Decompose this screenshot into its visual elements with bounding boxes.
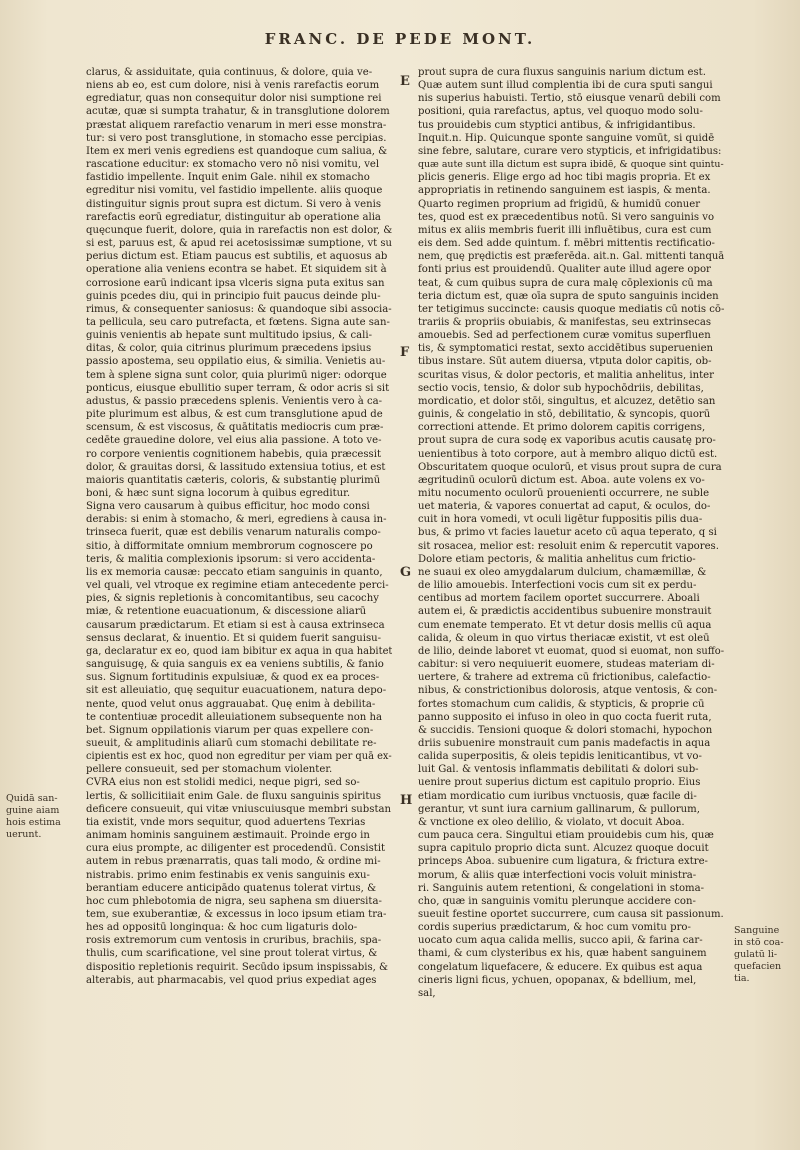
text-line: nibus, & constrictionibus dolorosis, atque ventosis, & con- — [418, 685, 718, 697]
text-line: rosis extremorum cum ventosis in cruribus, brachiis, spa- — [86, 935, 382, 947]
text-line: & succidis. Tensioni quoque & dolori stomachi, hypochon — [418, 724, 713, 736]
text-line: cum pauca cera. Singultui etiam prouidebis cum his, quæ — [418, 830, 714, 842]
right-column-text — [418, 66, 724, 1000]
text-line: hes ad oppositū longinqua: & hoc cum ligaturis dolo- — [86, 922, 358, 934]
text-line: appropriatis in retinendo sanguinem est iaspis, & menta. — [418, 185, 711, 197]
margin-note-line: gulatū li- — [734, 949, 778, 960]
text-line: berantiam educere anticipādo quatenus tolerat virtus, & — [86, 882, 377, 894]
text-line: sine febre, salutare, curare vero stypticis, et infrigidatibus: — [418, 145, 722, 157]
text-line: sensus declarat, & inuentio. Et si quidem fuerit sanguisu- — [86, 632, 382, 644]
text-line: teris, & malitia complexionis ipsorum: si vero accidenta- — [86, 553, 376, 565]
text-line: vel quali, vel vtroque ex regimine etiam antecedente perci- — [86, 580, 389, 592]
text-line: ægritudinū oculorū dictum est. Aboa. aute volens ex vo- — [418, 474, 705, 486]
margin-note-line: Quidā san- — [6, 793, 58, 804]
text-line: Quæ autem sunt illud complentia ibi de cura sputi sangui — [418, 80, 713, 92]
text-line: miæ, & retentione euacuationum, & discessione aliarū — [86, 606, 367, 618]
text-line: bet. Signum oppilationis viarum per quas expellere con- — [86, 724, 374, 736]
margin-note-line: tia. — [734, 973, 750, 984]
text-line: mordicatio, et dolor stōi, singultus, et alcuzez, detētio san — [418, 395, 716, 407]
text-line: mitu nocumento oculorū prouenienti occurrere, ne suble — [418, 488, 710, 499]
text-line: trinseca fuerit, quæ est debilis venarum naturalis compo- — [86, 527, 381, 539]
text-line: Obscuritatem quoque oculorū, et visus prout supra de cura — [418, 461, 722, 473]
text-line: cineris ligni ficus, ychuen, opopanax, & bdellium, mel, — [418, 974, 697, 986]
text-line: dispositio repletionis requirit. Secūdo ipsum inspissabis, & — [86, 961, 389, 973]
text-line: amouebis. Sed ad perfectionem curæ vomitus superfluen — [418, 330, 711, 342]
text-line: congelatum liquefacere, & educere. Ex quibus est aqua — [418, 961, 703, 973]
text-line: positioni, quia rarefactus, aptus, vel quoquo modo solu- — [418, 106, 703, 118]
text-line: ga, declaratur ex eo, quod iam bibitur ex aqua in qua habitet — [86, 645, 392, 657]
text-line: scuritas visus, & dolor pectoris, et malitia anhelitus, inter — [418, 369, 714, 381]
text-line: egrediatur, quas non consequitur dolor nisi sumptione rei — [86, 93, 382, 105]
text-line: teria dictum est, quæ oīa supra de sputo sanguinis inciden — [418, 290, 719, 302]
text-line: uet materia, & vapores conuertat ad caput, & oculos, do- — [418, 501, 711, 513]
text-line: supra capitulo proprio dicta sunt. Alcuzez quoque docuit — [418, 843, 709, 855]
text-line: uocato cum aqua calida mellis, succo apii, & farina car- — [418, 935, 703, 947]
text-line: ditas, & color, quia citrinus plurimum præcedens ipsius — [86, 343, 372, 355]
text-line: prout supra de cura fluxus sanguinis narium dictum est. — [418, 67, 706, 78]
text-line: morum, & aliis quæ interfectioni vocis voluit ministra- — [418, 869, 697, 881]
text-line: nente, quod velut onus aggrauabat. Quę enim à debilita- — [86, 698, 376, 710]
text-line: guinis venientis ab hepate sunt multitudo ipsius, & cali- — [86, 330, 373, 342]
text-line: deficere consueuit, qui vitæ vniuscuiusque membri substan — [86, 803, 392, 815]
text-line: correctioni attende. Et primo dolorem capitis corrigens, — [418, 422, 706, 434]
text-line: cura eius prompte, ac diligenter est procedendū. Consistit — [86, 843, 386, 855]
text-line: Signa vero causarum à quibus efficitur, hoc modo consi — [86, 501, 370, 513]
text-line: tes, quod est ex præcedentibus notū. Si vero sanguinis vo — [418, 211, 715, 223]
text-line: tis, & symptomatici restat, sexto accidētibus superuenien — [418, 343, 714, 355]
text-line: maioris quantitatis cæteris, coloris, & substantię plurimū — [86, 474, 381, 486]
text-line: panno supposito ei infuso in oleo in quo cocta fuerit ruta, — [418, 711, 712, 723]
text-line: de lilio, deinde laboret vt euomat, quod si euomat, non suffo- — [418, 645, 724, 657]
text-line: teat, & cum quibus supra de cura malę cōplexionis cū ma — [418, 277, 713, 289]
text-line: causarum prædictarum. Et etiam si est à causa extrinseca — [86, 619, 385, 631]
column-letter-e: E — [400, 74, 410, 89]
text-line: cabitur: si vero nequiuerit euomere, studeas materiam di- — [418, 659, 715, 671]
text-line: operatione alia veniens econtra se habet. Et siquidem sit à — [86, 264, 387, 276]
right-margin-note — [734, 925, 798, 985]
text-line: cordis superius prædictarum, & hoc cum vomitu pro- — [418, 922, 691, 934]
text-line: hoc cum phlebotomia de nigra, seu saphena sm diuersita- — [86, 895, 382, 907]
text-line: sitio, à difformitate omnium membrorum cognoscere po — [86, 540, 373, 552]
text-line: tibus instare. Sūt autem diuersa, vtputa dolor capitis, ob- — [418, 356, 712, 368]
left-column-text — [86, 66, 392, 987]
text-line: sal, — [418, 987, 436, 999]
text-line: tem à splene signa sunt color, quia plurimū niger: odorque — [86, 369, 387, 381]
text-line: & vnctione ex oleo delilio, & violato, vt docuit Aboa. — [418, 816, 685, 828]
text-line: CVRA eius non est stolidi medici, neque pigri, sed so- — [86, 777, 360, 789]
margin-note-line: in stō coa- — [734, 937, 784, 948]
text-line: passio apostema, seu oppilatio eius, & similia. Venietis au- — [86, 356, 386, 368]
text-line: clarus, & assiduitate, quia continuus, & dolore, quia ve- — [86, 67, 373, 78]
text-line: rimus, & consequenter saniosus: & quandoque sibi associa- — [86, 303, 392, 315]
text-line: ponticus, eiusque ebullitio super terram, & odor acris si sit — [86, 382, 390, 394]
text-line: sectio vocis, tensio, & dolor sub hypochōdriis, debilitas, — [418, 382, 704, 394]
text-line: ri. Sanguinis autem retentioni, & congelationi in stoma- — [418, 882, 705, 894]
text-line: thami, & cum clysteribus ex his, quæ habent sanguinem — [418, 948, 707, 960]
text-line: pies, & signis repletionis à concomitantibus, seu cacochy — [86, 593, 379, 605]
text-line: luit Gal. & ventosis inflammatis debilitati & dolori sub- — [418, 764, 699, 776]
margin-note-line: uerunt. — [6, 829, 42, 840]
text-line: tur: si vero post transglutione, in stomacho esse percipias. — [86, 132, 387, 144]
text-line: trariis & propriis obuiabis, & manifestas, seu extrinsecas — [418, 316, 712, 328]
text-line: Quarto regimen proprium ad frigidū, & humidū conuer — [418, 198, 701, 210]
text-line: ne suaui ex oleo amygdalarum dulcium, chamæmillæ, & — [418, 566, 707, 578]
text-line: mitus ex aliis membris fuerit illi influētibus, cura est cum — [418, 224, 712, 236]
text-line: sit est alleuiatio, quę sequitur euacuationem, natura depo- — [86, 685, 387, 697]
text-line: perius dictum est. Etiam paucus est subtilis, et aquosus ab — [86, 251, 388, 263]
text-line: etiam mordicatio cum iuribus vnctuosis, quæ facile di- — [418, 790, 697, 802]
text-line: uenire prout superius dictum est capitulo proprio. Eius — [418, 777, 701, 789]
column-letter-f: F — [400, 345, 410, 360]
text-line: nem, quę prędictis est præferēda. ait.n. Gal. mittenti tanquā — [418, 251, 724, 263]
text-line: boni, & hæc sunt signa locorum à quibus egreditur. — [86, 488, 351, 499]
text-line: guinis, & congelatio in stō, debilitatio, & syncopis, quorū — [418, 409, 711, 421]
text-line: cuit in hora vomedi, vt oculi ligētur fuppositis pilis dua- — [418, 514, 703, 526]
text-line: bus, & primo vt facies lauetur aceto cū aqua teperato, q si — [418, 527, 717, 539]
text-line: tem, sue exuberantiæ, & excessus in loco ipsum etiam tra- — [86, 909, 387, 920]
text-line: sueuit festine oportet succurrere, cum causa sit passionum. — [418, 909, 724, 920]
text-line: scensum, & est viscosus, & quātitatis mediocris cum præ- — [86, 422, 384, 434]
text-line: præstat aliquem rarefactio venarum in meri esse monstra- — [86, 119, 387, 131]
text-line: pite plurimum est albus, & est cum transglutione apud de — [86, 409, 383, 421]
margin-note-line: hois estima — [6, 817, 61, 828]
margin-note-line: Sanguine — [734, 925, 780, 936]
text-line: cum enemate temperato. Et vt detur dosis mellis cū aqua — [418, 619, 712, 631]
text-line: calida superpositis, & oleis tepidis leniticantibus, vt vo- — [418, 751, 702, 763]
column-letter-g: G — [400, 565, 412, 580]
text-line: egreditur nisi vomitu, vel fastidio impellente. aliis quoque — [86, 185, 383, 197]
text-line: sus. Signum fortitudinis expulsiuæ, & quod ex ea proces- — [86, 672, 380, 684]
text-line: fastidio impellente. Inquit enim Gale. nihil ex stomacho — [86, 172, 370, 184]
text-line: guinis pcedes diu, qui in principio fuit paucus deinde plu- — [86, 290, 381, 302]
text-line: Dolore etiam pectoris, & malitia anhelitus cum frictio- — [418, 553, 696, 565]
text-line: cho, quæ in sanguinis vomitu plerunque accidere con- — [418, 895, 696, 907]
text-line: niens ab eo, est cum dolore, nisi à venis rarefactis eorum — [86, 80, 380, 92]
text-line: distinguitur signis prout supra est dictum. Si vero à venis — [86, 198, 382, 210]
text-line: driis subuenire monstrauit cum panis madefactis in aqua — [418, 737, 711, 749]
text-line: prout supra de cura sodę ex vaporibus acutis causatę pro- — [418, 435, 716, 447]
text-line: ro corpore venientis cognitionem habebis, quia præcessit — [86, 448, 382, 460]
text-line: tia existit, vnde mors sequitur, quod aduertens Texrias — [86, 816, 366, 828]
text-line: dolor, & grauitas dorsi, & lassitudo extensiua totius, et est — [86, 461, 386, 473]
text-line: autem in rebus prænarratis, quas tali modo, & ordine mi- — [86, 856, 381, 868]
text-line: nis superius habuisti. Tertio, stō eiusque venarū debili com — [418, 93, 721, 105]
text-line: cipientis est ex hoc, quod non egreditur per viam per quā ex- — [86, 751, 392, 763]
text-line: ter tetigimus succincte: causis quoque mediatis cū notis cō- — [418, 303, 724, 315]
text-line: autem ei, & prædictis accidentibus subuenire monstrauit — [418, 606, 712, 618]
text-line: sueuit, & amplitudinis aliarū cum stomachi debilitate re- — [86, 737, 377, 749]
text-line: te contentiuæ procedit alleuiationem subsequente non ha — [86, 711, 383, 723]
text-line: tus prouidebis cum styptici antibus, & infrigidantibus. — [418, 119, 696, 131]
text-line: fortes stomachum cum calidis, & stypticis, & proprie cū — [418, 698, 705, 710]
text-line: centibus ad mortem facilem oportet succurrere. Aboali — [418, 593, 700, 605]
text-line: animam hominis sanguinem æstimauit. Proinde ergo in — [86, 830, 370, 842]
text-line: adustus, & passio præcedens splenis. Venientis vero à ca- — [86, 395, 383, 407]
margin-note-line: quefacien — [734, 961, 782, 972]
text-line: acutæ, quæ si sumpta trahatur, & in transglutione dolorem — [86, 106, 390, 118]
text-line: si est, paruus est, & apud rei acetosissimæ sumptione, vt su — [86, 238, 392, 250]
text-line: uertere, & trahere ad extrema cū frictionibus, calefactio- — [418, 672, 711, 684]
text-line: plicis generis. Elige ergo ad hoc tibi magis propria. Et ex — [418, 172, 711, 184]
text-line: derabis: si enim à stomacho, & meri, egrediens à causa in- — [86, 514, 387, 526]
text-line: de lilio amouebis. Interfectioni vocis cum sit ex perdu- — [418, 580, 697, 592]
text-line: lertis, & sollicitiiait enim Gale. de fluxu sanguinis spiritus — [86, 790, 382, 802]
text-line: thulis, cum scarificatione, vel sine prout tolerat virtus, & — [86, 948, 378, 960]
text-line: alterabis, aut pharmacabis, vel quod prius expediat ages — [86, 974, 377, 986]
text-line: rascatione educitur: ex stomacho vero nō nisi vomitu, vel — [86, 159, 380, 171]
left-margin-note — [6, 793, 82, 841]
text-line: sanguisugę, & quia sanguis ex ea veniens subtilis, & fanio — [86, 659, 384, 671]
running-head: FRANC. DE PEDE MONT. — [264, 30, 536, 48]
column-letter-h: H — [400, 793, 413, 808]
text-line: rarefactis eorū egrediatur, distinguitur ab operatione alia — [86, 211, 381, 223]
text-line: quęcunque fuerit, dolore, quia in rarefactis non est dolor, & — [86, 224, 392, 236]
text-line: fonti prius est prouidendū. Qualiter aute illud agere opor — [418, 264, 711, 276]
margin-note-line: guine aiam — [6, 805, 60, 816]
text-line: pellere consueuit, sed per stomachum violenter. — [86, 764, 333, 776]
text-line: Inquit.n. Hip. Quicunque sponte sanguine vomūt, si quidē — [418, 132, 715, 144]
text-line: eis dem. Sed adde quintum. f. mēbri mittentis rectificatio- — [418, 238, 715, 250]
text-line: lis ex memoria causæ: peccato etiam sanguinis in quanto, — [86, 566, 383, 578]
text-line: calida, & oleum in quo virtus theriacæ existit, vt est oleū — [418, 632, 710, 644]
text-line: uenientibus à toto corpore, aut à membro aliquo dictū est. — [418, 448, 718, 460]
text-line: Item ex meri venis egrediens est quandoque cum saliua, & — [86, 145, 388, 157]
text-line: princeps Aboa. subuenire cum ligatura, & frictura extre- — [418, 856, 708, 868]
text-line: nistrabis. primo enim festinabis ex venis sanguinis exu- — [86, 869, 370, 881]
text-line: cedēte grauedine dolore, vel eius alia passione. A toto ve- — [86, 435, 382, 447]
text-line: corrosione earū indicant ipsa vlceris signa puta exitus san — [86, 277, 385, 289]
text-line: quæ aute sunt illa dictum est supra ibidē, & quoque sint quintu- — [418, 159, 724, 171]
text-line: ta pellicula, seu caro putrefacta, et fœtens. Signa aute san- — [86, 316, 390, 328]
text-line: sit rosacea, melior est: resoluit enim & repercutit vapores. — [418, 540, 719, 552]
text-line: gerantur, vt sunt iura carnium gallinarum, & pullorum, — [418, 803, 700, 815]
